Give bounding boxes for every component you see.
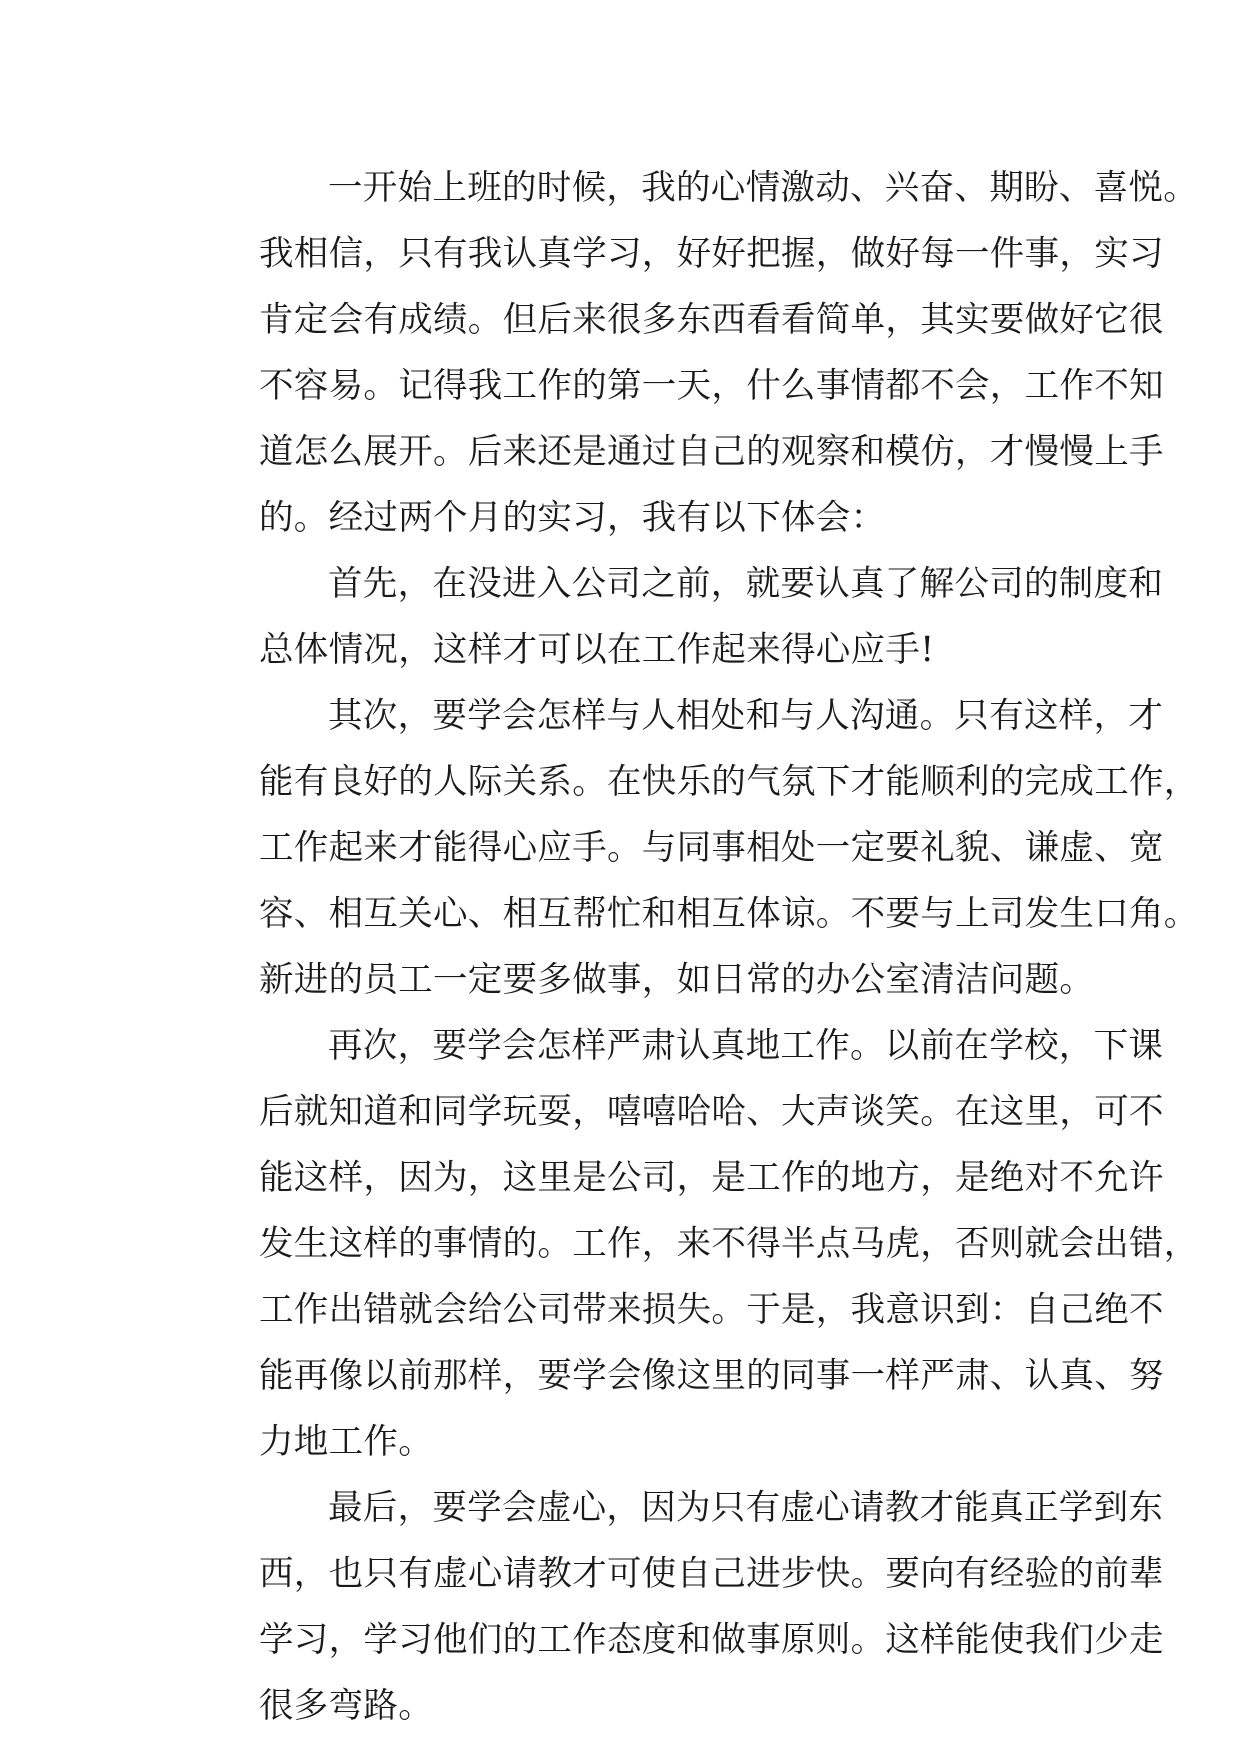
- paragraph-line: 的。经过两个月的实习，我有以下体会：: [259, 498, 886, 538]
- paragraph-line: 能这样，因为，这里是公司，是工作的地方，是绝对不允许: [259, 1158, 1164, 1198]
- paragraph-3: [190, 683, 1199, 1013]
- paragraph-line: 最后，要学会虚心，因为只有虚心请教才能真正学到东: [328, 1488, 1164, 1528]
- paragraph-line: 发生这样的事情的。工作，来不得半点马虎，否则就会出错，: [259, 1224, 1199, 1264]
- paragraph-line: 总体情况，这样才可以在工作起来得心应手!: [259, 630, 935, 670]
- paragraph-line: 能再像以前那样，要学会像这里的同事一样严肃、认真、努: [259, 1356, 1164, 1396]
- paragraph-line: 容、相互关心、相互帮忙和相互体谅。不要与上司发生口角。: [259, 894, 1199, 934]
- paragraph-1: [190, 155, 1198, 551]
- paragraph-line: 工作起来才能得心应手。与同事相处一定要礼貌、谦虚、宽: [259, 828, 1164, 868]
- paragraph-line: 一开始上班的时候，我的心情激动、兴奋、期盼、喜悦。: [328, 168, 1198, 208]
- paragraph-line: 肯定会有成绩。但后来很多东西看看简单，其实要做好它很: [259, 300, 1164, 340]
- paragraph-line: 后就知道和同学玩耍，嘻嘻哈哈、大声谈笑。在这里，可不: [259, 1092, 1164, 1132]
- paragraph-5: [190, 1475, 1164, 1739]
- paragraph-line: 西，也只有虚心请教才可使自己进步快。要向有经验的前辈: [259, 1554, 1164, 1594]
- paragraph-line: 不容易。记得我工作的第一天，什么事情都不会，工作不知: [259, 366, 1164, 406]
- paragraph-line: 学习，学习他们的工作态度和做事原则。这样能使我们少走: [259, 1620, 1164, 1660]
- paragraph-line: 再次，要学会怎样严肃认真地工作。以前在学校，下课: [328, 1026, 1164, 1066]
- paragraph-line: 我相信，只有我认真学习，好好把握，做好每一件事，实习: [259, 234, 1164, 274]
- paragraph-line: 很多弯路。: [259, 1686, 433, 1726]
- paragraph-line: 力地工作。: [259, 1422, 433, 1462]
- document-body: [190, 155, 1199, 1739]
- paragraph-line: 其次，要学会怎样与人相处和与人沟通。只有这样，才: [328, 696, 1164, 736]
- paragraph-line: 工作出错就会给公司带来损失。于是，我意识到：自己绝不: [259, 1290, 1164, 1330]
- paragraph-line: 道怎么展开。后来还是通过自己的观察和模仿，才慢慢上手: [259, 432, 1164, 472]
- paragraph-2: [190, 551, 1164, 683]
- paragraph-line: 新进的员工一定要多做事，如日常的办公室清洁问题。: [259, 960, 1095, 1000]
- paragraph-line: 能有良好的人际关系。在快乐的气氛下才能顺利的完成工作，: [259, 762, 1199, 802]
- paragraph-4: [190, 1013, 1199, 1475]
- paragraph-line: 首先，在没进入公司之前，就要认真了解公司的制度和: [328, 564, 1164, 604]
